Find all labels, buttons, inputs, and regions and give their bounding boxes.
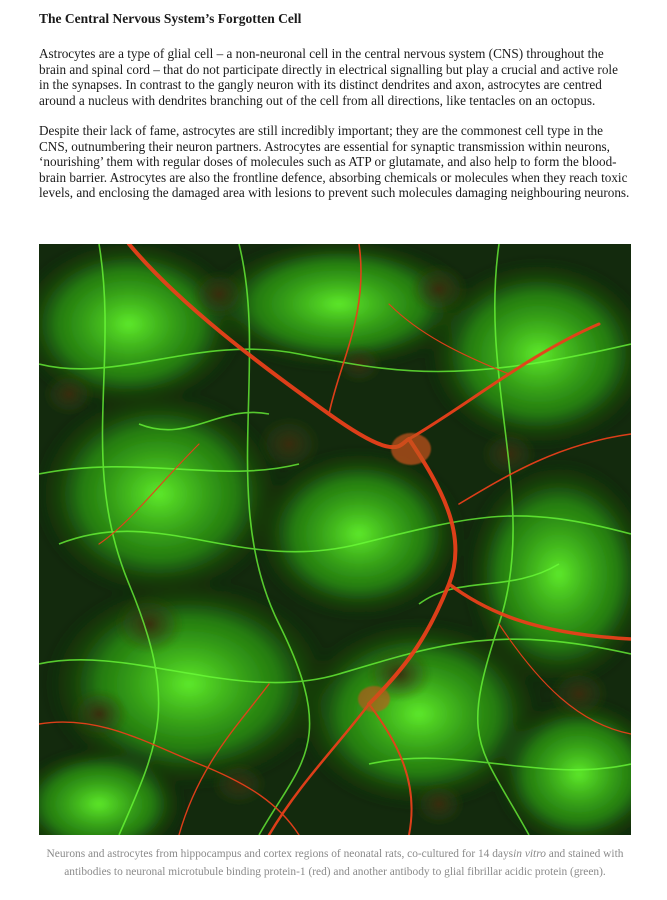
micrograph-illustration (39, 244, 631, 835)
micrograph-image (39, 244, 631, 835)
figure-caption (30, 845, 640, 881)
article (39, 10, 631, 216)
paragraph-2: Despite their lack of fame, astrocytes are still incredibly important; they are the commonest cell type in the CNS, outnumbering their neuron partners. Astrocytes are essential for synaptic transmission within neurons, ‘nourishing’ them with regular doses of molecules such as ATP or glutamate, and also help to form the blood-brain barrier. Astrocytes are also the frontline defence, absorbing chemicals or molecules when they reach toxic levels, and enclosing the damaged area with lesions to prevent such molecules damaging neighbouring neurons. (39, 123, 630, 200)
caption-italic: in vitro (513, 848, 546, 860)
caption-text-end: and stained with antibodies to neuronal microtubule binding protein-1 (red) and another antibody to glial fibrillar acidic protein (green). (64, 848, 624, 878)
article-title: The Central Nervous System’s Forgotten Cell (39, 11, 302, 26)
paragraph-1: Astrocytes are a type of glial cell – a non-neuronal cell in the central nervous system (CNS) throughout the brain and spinal cord – that do not participate directly in electrical signalling but play a crucial and active role in the synapses. In contrast to the gangly neuron with its distinct dendrites and axon, astrocytes are centred around a nucleus with dendrites branching out of the cell from all directions, like tentacles on an octopus. (39, 46, 618, 108)
caption-text: Neurons and astrocytes from hippocampus and cortex regions of neonatal rats, co-cultured for 14 days (46, 848, 514, 860)
